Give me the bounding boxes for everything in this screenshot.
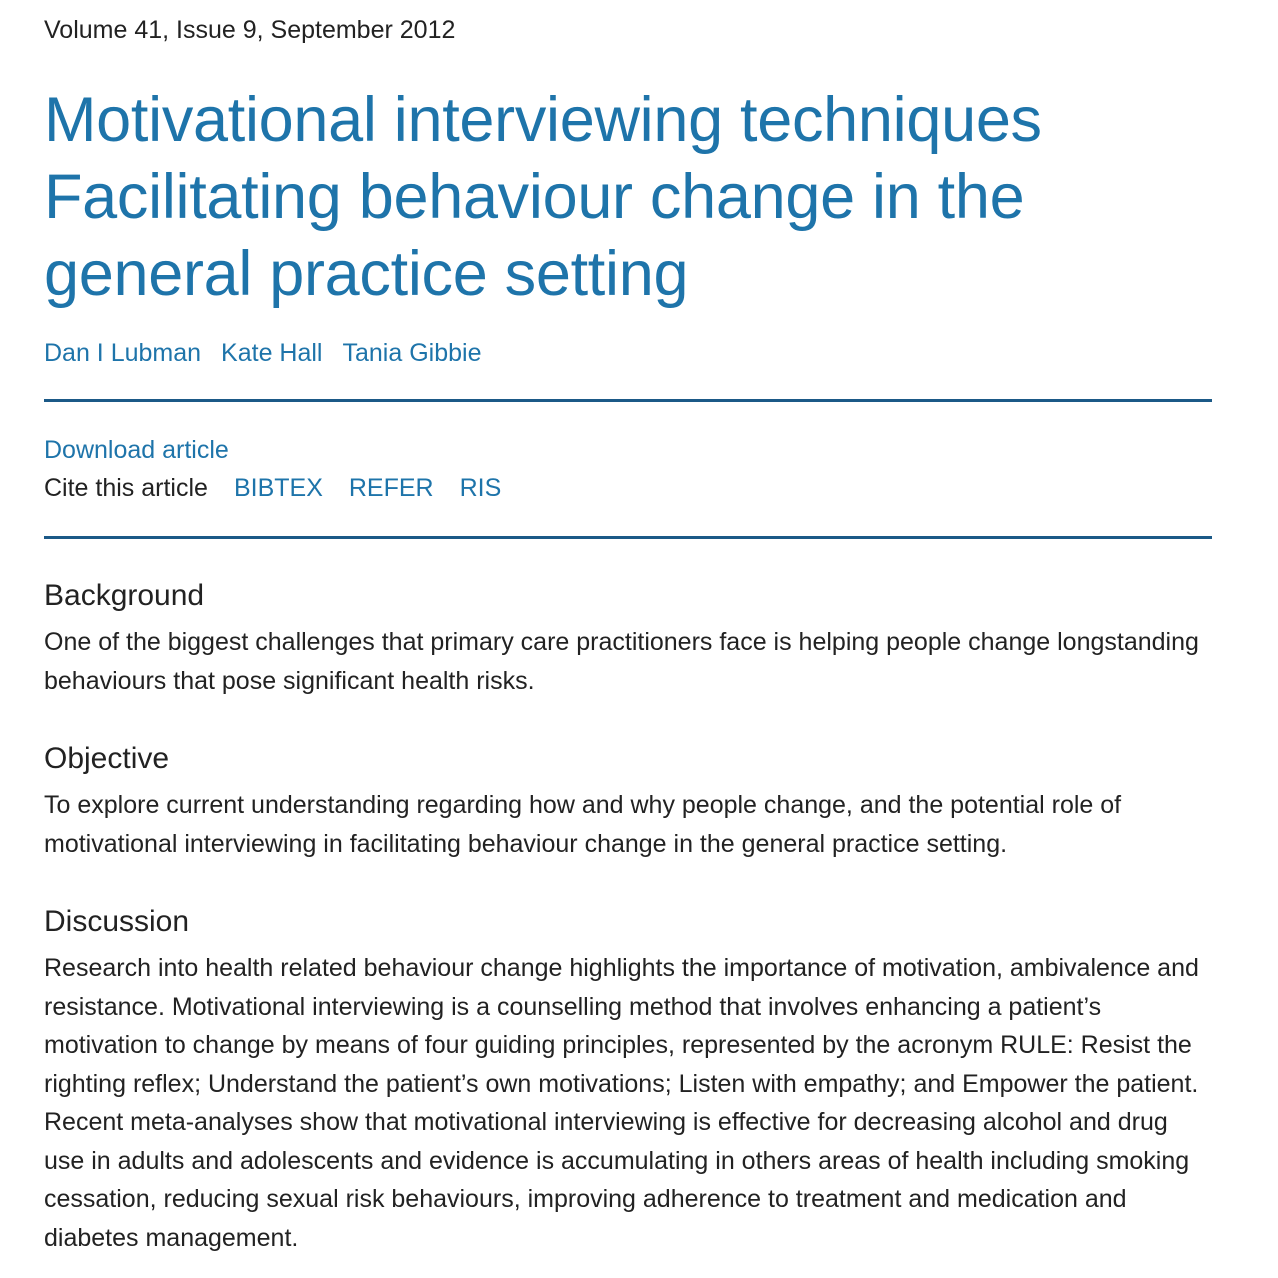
title-line: Facilitating behaviour change in the xyxy=(44,162,1025,232)
cite-bibtex-link[interactable]: BIBTEX xyxy=(233,474,323,502)
author-link-tania-gibbie[interactable]: Tania Gibbie xyxy=(342,339,482,367)
author-list xyxy=(44,337,1212,369)
section-heading: Objective xyxy=(44,742,170,775)
cite-ris-link[interactable]: RIS xyxy=(459,474,502,502)
section-heading: Background xyxy=(44,579,205,612)
section-body: One of the biggest challenges that primary care practitioners face is helping people change longstanding behaviours that pose significant health risks. xyxy=(44,628,1199,695)
section-body: To explore current understanding regarding how and why people change, and the potential role of motivational interviewing in facilitating behaviour change in the general practice setting. xyxy=(44,791,1122,858)
issue-info: Volume 41, Issue 9, September 2012 xyxy=(44,16,456,44)
author-link-kate-hall[interactable]: Kate Hall xyxy=(221,339,323,367)
title-line: general practice setting xyxy=(44,239,689,309)
download-article-link[interactable]: Download article xyxy=(44,436,229,464)
cite-label: Cite this article xyxy=(44,474,208,502)
divider-bottom xyxy=(44,536,1212,539)
section-background xyxy=(44,577,1212,700)
section-body: Research into health related behaviour change highlights the importance of motivation, ambivalence and resistance. Motivational interviewing is a counselling method that involves enhancing a patient’s motivation to change by means of four guiding principles, represented by the acronym RULE: Resist the righting reflex; Understand the patient’s own motivations; Listen with empathy; and Empower the patient. Recent meta-analyses show that motivational interviewing is effective for decreasing alcohol and drug use in adults and adolescents and evidence is accumulating in others areas of health including smoking cessation, reducing sexual risk behaviours, improving adherence to treatment and medication and diabetes management. xyxy=(44,954,1199,1252)
section-discussion xyxy=(44,903,1212,1257)
title-line: Motivational interviewing techniques xyxy=(44,85,1042,155)
section-objective xyxy=(44,740,1212,863)
author-link-dan-lubman[interactable]: Dan I Lubman xyxy=(44,339,202,367)
article-actions xyxy=(44,402,1212,536)
section-heading: Discussion xyxy=(44,905,190,938)
article-title xyxy=(44,82,1212,313)
cite-refer-link[interactable]: REFER xyxy=(348,474,434,502)
cite-row xyxy=(44,472,1212,504)
